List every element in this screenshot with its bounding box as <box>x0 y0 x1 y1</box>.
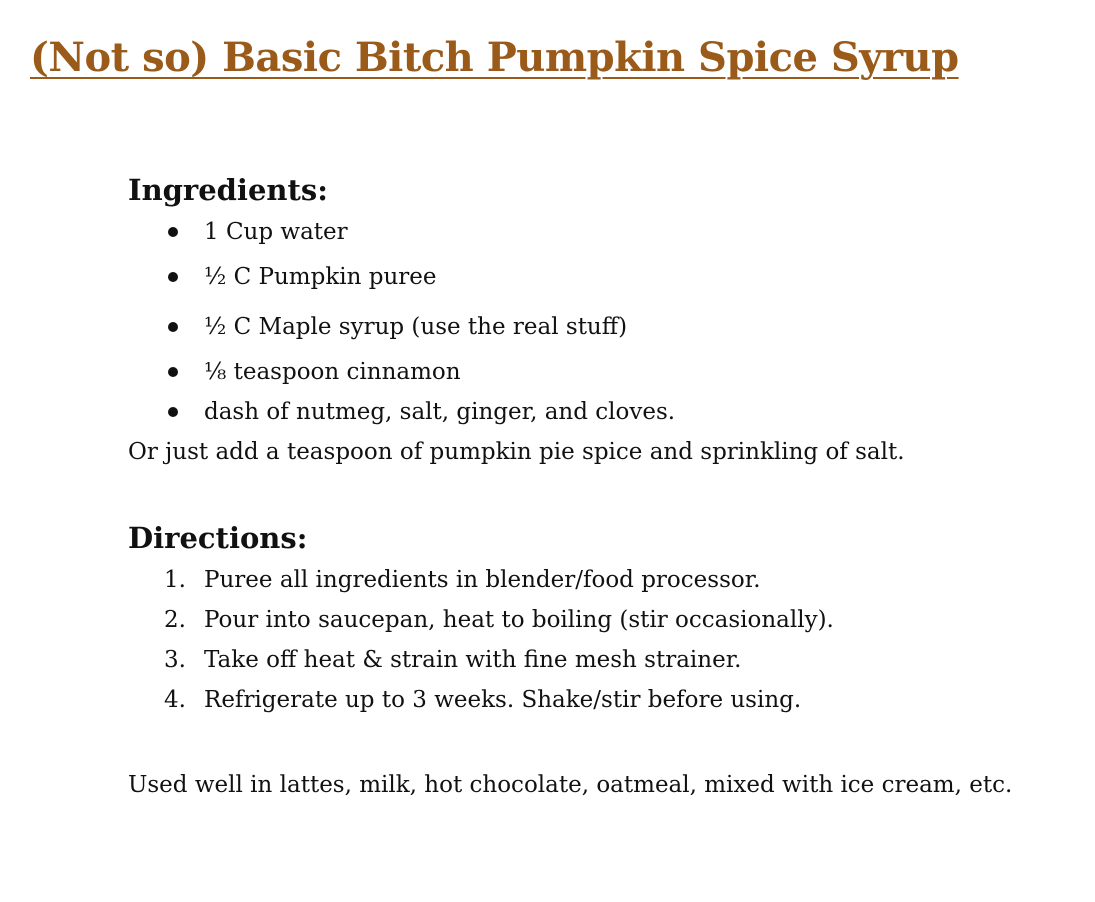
bullet-icon <box>168 272 178 282</box>
directions-heading: Directions: <box>128 521 308 555</box>
step-number: 4. <box>164 687 186 713</box>
ingredients-list <box>128 212 1078 432</box>
ingredient-item <box>164 302 1078 352</box>
step-text: Refrigerate up to 3 weeks. Shake/stir before using. <box>204 687 802 713</box>
direction-step <box>164 560 1078 600</box>
ingredients-note: Or just add a teaspoon of pumpkin pie spice and sprinkling of salt. <box>128 439 905 465</box>
section-spacer <box>128 472 1078 516</box>
bullet-icon <box>168 227 178 237</box>
directions-list <box>128 560 1078 720</box>
ingredient-text: ½ C Maple syrup (use the real stuff) <box>204 314 628 340</box>
ingredient-text: ½ C Pumpkin puree <box>204 264 437 290</box>
step-number: 3. <box>164 647 186 673</box>
direction-step <box>164 600 1078 640</box>
usage-note: Used well in lattes, milk, hot chocolate, oatmeal, mixed with ice cream, etc. <box>128 772 1013 798</box>
step-text: Pour into saucepan, heat to boiling (stir occasionally). <box>204 607 834 633</box>
recipe-body <box>128 168 1078 806</box>
ingredient-text: ⅛ teaspoon cinnamon <box>204 359 461 385</box>
step-number: 1. <box>164 567 186 593</box>
ingredient-item <box>164 252 1078 302</box>
ingredient-item <box>164 392 1078 432</box>
bullet-icon <box>168 322 178 332</box>
ingredient-text: 1 Cup water <box>204 219 348 245</box>
bullet-icon <box>168 367 178 377</box>
ingredients-heading: Ingredients: <box>128 173 328 207</box>
ingredient-text: dash of nutmeg, salt, ginger, and cloves. <box>204 399 676 425</box>
section-spacer <box>128 720 1078 764</box>
ingredient-item <box>164 212 1078 252</box>
bullet-icon <box>168 407 178 417</box>
ingredient-item <box>164 352 1078 392</box>
direction-step <box>164 680 1078 720</box>
step-text: Puree all ingredients in blender/food processor. <box>204 567 761 593</box>
step-number: 2. <box>164 607 186 633</box>
page-title: (Not so) Basic Bitch Pumpkin Spice Syrup <box>30 34 959 81</box>
step-text: Take off heat & strain with fine mesh strainer. <box>204 647 742 673</box>
direction-step <box>164 640 1078 680</box>
